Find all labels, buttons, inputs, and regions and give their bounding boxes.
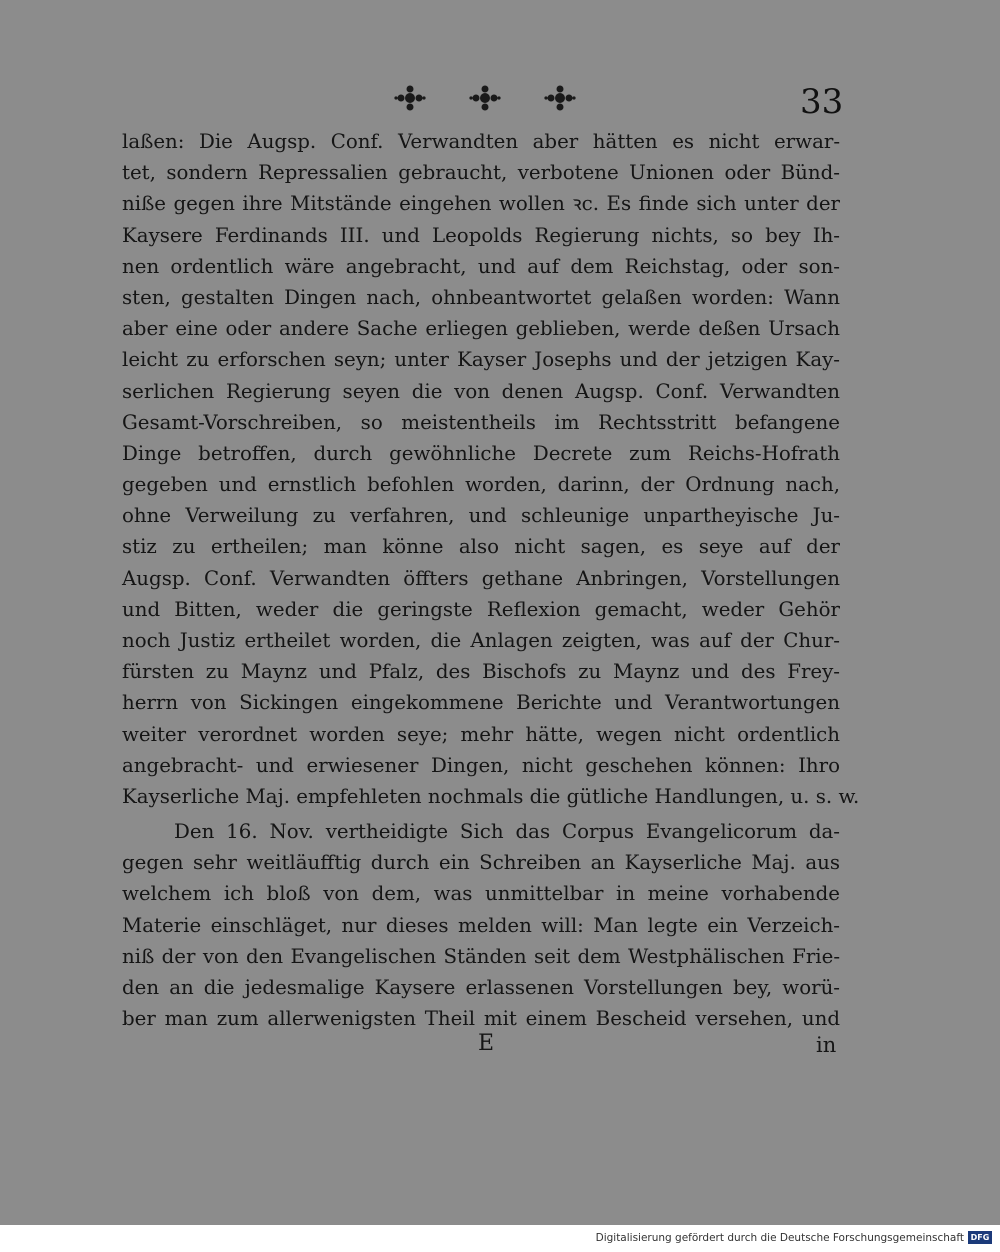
text-line: Kaysere Ferdinands III. und Leopolds Regierung nichts, so bey Ih- — [122, 223, 840, 247]
text-line: Kayserliche Maj. empfehleten nochmals die gütliche Handlungen, u. s. w. — [122, 784, 860, 808]
text-line: aber eine oder andere Sache erliegen geblieben, werde deßen Ursach — [122, 317, 840, 341]
text-line: niße gegen ihre Mitstände eingehen wollen ꝛc. Es finde sich unter der — [122, 192, 840, 216]
text-line: sten, gestalten Dingen nach, ohnbeantwortet gelaßen worden: Wann — [122, 285, 840, 309]
footer-bar — [0, 1225, 1000, 1252]
signature-mark: E — [478, 1031, 495, 1056]
page-number: 33 — [800, 82, 844, 122]
text-line: niß der von den Evangelischen Ständen seit dem Westphälischen Frie- — [122, 944, 840, 968]
funding-credit: Digitalisierung gefördert durch die Deutsche Forschungsgemeinschaft — [595, 1232, 964, 1244]
text-line: Augsp. Conf. Verwandten öffters gethane Anbringen, Vorstellungen — [122, 566, 840, 590]
text-line: und Bitten, weder die geringste Reflexion gemacht, weder Gehör — [122, 597, 840, 621]
text-line: leicht zu erforschen seyn; unter Kayser Josephs und der jetzigen Kay- — [122, 348, 840, 372]
text-line: welchem ich bloß von dem, was unmittelbar in meine vorhabende — [122, 882, 840, 906]
text-line: Dinge betroffen, durch gewöhnliche Decrete zum Reichs-Hofrath — [122, 441, 840, 465]
text-line: stiz zu ertheilen; man könne also nicht sagen, es seye auf der — [122, 535, 840, 559]
text-line: serlichen Regierung seyen die von denen Augsp. Conf. Verwandten — [122, 379, 840, 403]
paragraph-1 — [122, 126, 860, 812]
catchword: in — [816, 1033, 837, 1057]
text-line: fürsten zu Maynz und Pfalz, des Bischofs zu Maynz und des Frey- — [122, 660, 840, 684]
dfg-logo-icon: DFG — [968, 1231, 992, 1244]
text-line: Materie einschläget, nur dieses melden will: Man legte ein Verzeich- — [122, 913, 840, 937]
fleuron-ornament-icon — [380, 82, 600, 114]
text-line: den an die jedesmalige Kaysere erlassenen Vorstellungen bey, worü- — [122, 975, 840, 999]
text-line: Den 16. Nov. vertheidigte Sich das Corpus Evangelicorum da- — [174, 820, 840, 843]
text-line: gegeben und ernstlich befohlen worden, darinn, der Ordnung nach, — [122, 473, 840, 497]
text-line: tet, sondern Repressalien gebraucht, verbotene Unionen oder Bünd- — [122, 161, 840, 185]
text-line: ber man zum allerwenigsten Theil mit einem Bescheid versehen, und — [122, 1007, 840, 1031]
text-line: gegen sehr weitläufftig durch ein Schreiben an Kayserliche Maj. aus — [122, 851, 840, 875]
text-line: Gesamt-Vorschreiben, so meistentheils im Rechtsstritt befangene — [122, 410, 840, 434]
text-line: weiter verordnet worden seye; mehr hätte, wegen nicht ordentlich — [122, 722, 840, 746]
paragraph-2 — [122, 816, 840, 1034]
text-line: laßen: Die Augsp. Conf. Verwandten aber hätten es nicht erwar- — [122, 130, 840, 153]
text-line: noch Justiz ertheilet worden, die Anlagen zeigten, was auf der Chur- — [122, 629, 840, 652]
text-line: herrn von Sickingen eingekommene Berichte und Verantwortungen — [122, 691, 840, 715]
text-line: ohne Verweilung zu verfahren, und schleunige unpartheyische Ju- — [122, 504, 840, 528]
text-line: nen ordentlich wäre angebracht, und auf dem Reichstag, oder son- — [122, 254, 840, 278]
text-line: angebracht- und erwiesener Dingen, nicht geschehen können: Ihro — [122, 753, 840, 777]
